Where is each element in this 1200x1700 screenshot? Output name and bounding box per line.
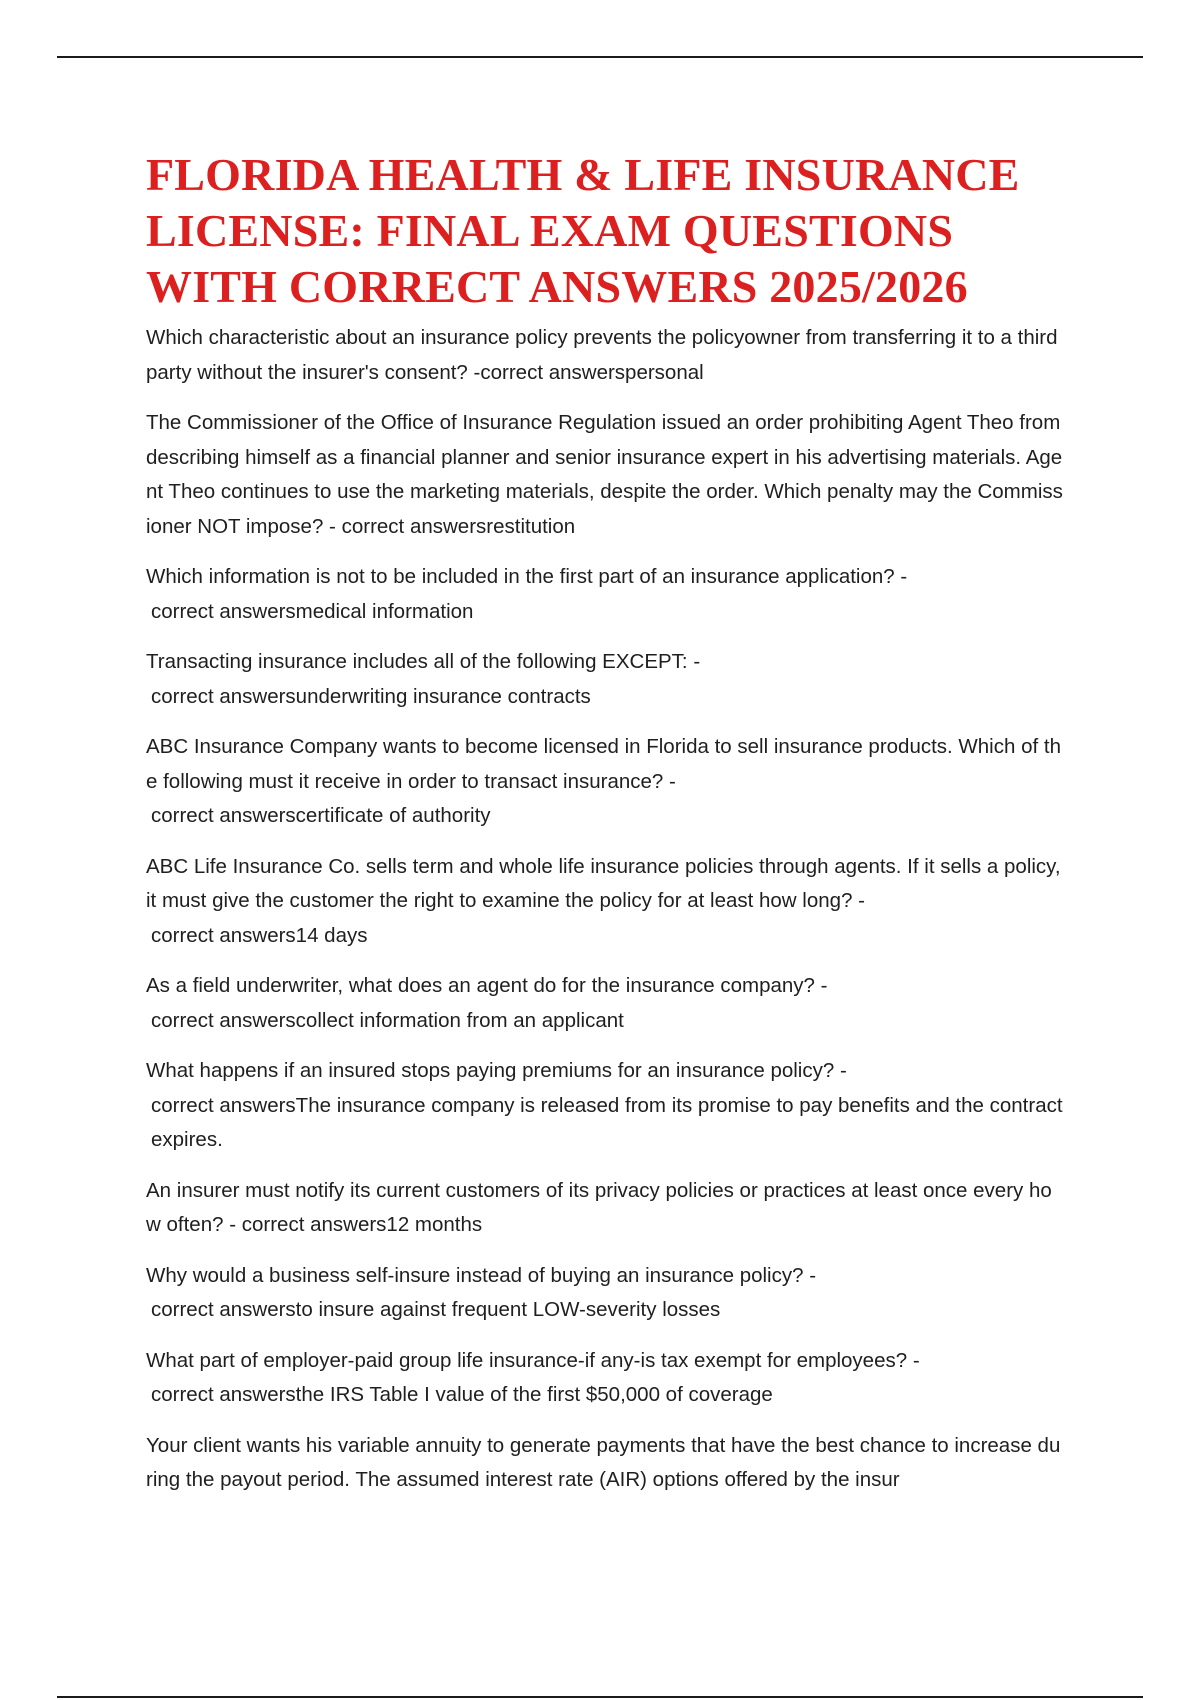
- qa-item-1: [146, 321, 1066, 390]
- answer-text: correct answersThe insurance company is released from its promise to pay benefits and the contract expires.: [151, 1093, 1063, 1151]
- question-text: ABC Insurance Company wants to become licensed in Florida to sell insurance products. Which of the following must it receive in order to transact insurance? -: [146, 735, 1061, 793]
- question-text: The Commissioner of the Office of Insurance Regulation issued an order prohibiting Agent Theo from describing himself as a financial planner and senior insurance expert in his advertising materials. Agent Theo continues to use the marketing materials, despite the order. Which penalty may the Commissioner NOT impose? -: [146, 411, 1063, 538]
- answer-text: correct answers12 months: [241, 1213, 483, 1236]
- question-text: As a field underwriter, what does an agent do for the insurance company? -: [146, 974, 828, 997]
- answer-text: correct answersto insure against frequent LOW-severity losses: [151, 1298, 721, 1321]
- question-text: Which characteristic about an insurance policy prevents the policyowner from transferring it to a third party without the insurer's consent? -: [146, 326, 1058, 384]
- document-body: [146, 147, 1066, 1514]
- qa-item-7: [146, 969, 1066, 1038]
- question-text: ABC Life Insurance Co. sells term and whole life insurance policies through agents. If it sells a policy, it must give the customer the right to examine the policy for at least how long? -: [146, 854, 1061, 912]
- question-text: Transacting insurance includes all of the following EXCEPT: -: [146, 650, 701, 673]
- answer-text: correct answersmedical information: [151, 599, 474, 623]
- answer-text: correct answers14 days: [151, 923, 368, 947]
- question-text: What happens if an insured stops paying premiums for an insurance policy? -: [146, 1059, 847, 1082]
- answer-text: correct answersrestitution: [341, 514, 576, 538]
- qa-item-9: [146, 1174, 1066, 1243]
- answer-text: correct answerscollect information from an applicant: [151, 1008, 624, 1032]
- qa-item-12: [146, 1429, 1066, 1498]
- question-text: An insurer must notify its current customers of its privacy policies or practices at least once every how often? -: [146, 1178, 1052, 1236]
- qa-item-5: [146, 730, 1066, 834]
- question-text: Why would a business self-insure instead of buying an insurance policy? -: [146, 1263, 817, 1287]
- answer-text: correct answerspersonal: [480, 360, 704, 384]
- answer-text: correct answersunderwriting insurance contracts: [151, 684, 591, 708]
- qa-item-10: [146, 1259, 1066, 1328]
- question-text: Which information is not to be included in the first part of an insurance application? -: [146, 565, 908, 588]
- question-text: Your client wants his variable annuity to generate payments that have the best chance to increase during the payout period. The assumed interest rate (AIR) options offered by the insur: [146, 1433, 1061, 1491]
- answer-text: correct answersthe IRS Table I value of the first $50,000 of coverage: [151, 1383, 773, 1406]
- question-text: What part of employer-paid group life insurance-if any-is tax exempt for employees? -: [146, 1348, 920, 1372]
- qa-item-11: [146, 1344, 1066, 1413]
- qa-item-3: [146, 560, 1066, 629]
- answer-text: correct answerscertificate of authority: [151, 804, 491, 827]
- qa-item-2: [146, 406, 1066, 544]
- qa-item-8: [146, 1054, 1066, 1158]
- document-title: FLORIDA HEALTH & LIFE INSURANCE LICENSE: FINAL EXAM QUESTIONS WITH CORRECT ANSWERS 2025/2026: [146, 149, 1020, 312]
- bottom-rule: [57, 1696, 1143, 1698]
- qa-item-4: [146, 645, 1066, 714]
- top-rule: [57, 56, 1143, 58]
- qa-item-6: [146, 850, 1066, 954]
